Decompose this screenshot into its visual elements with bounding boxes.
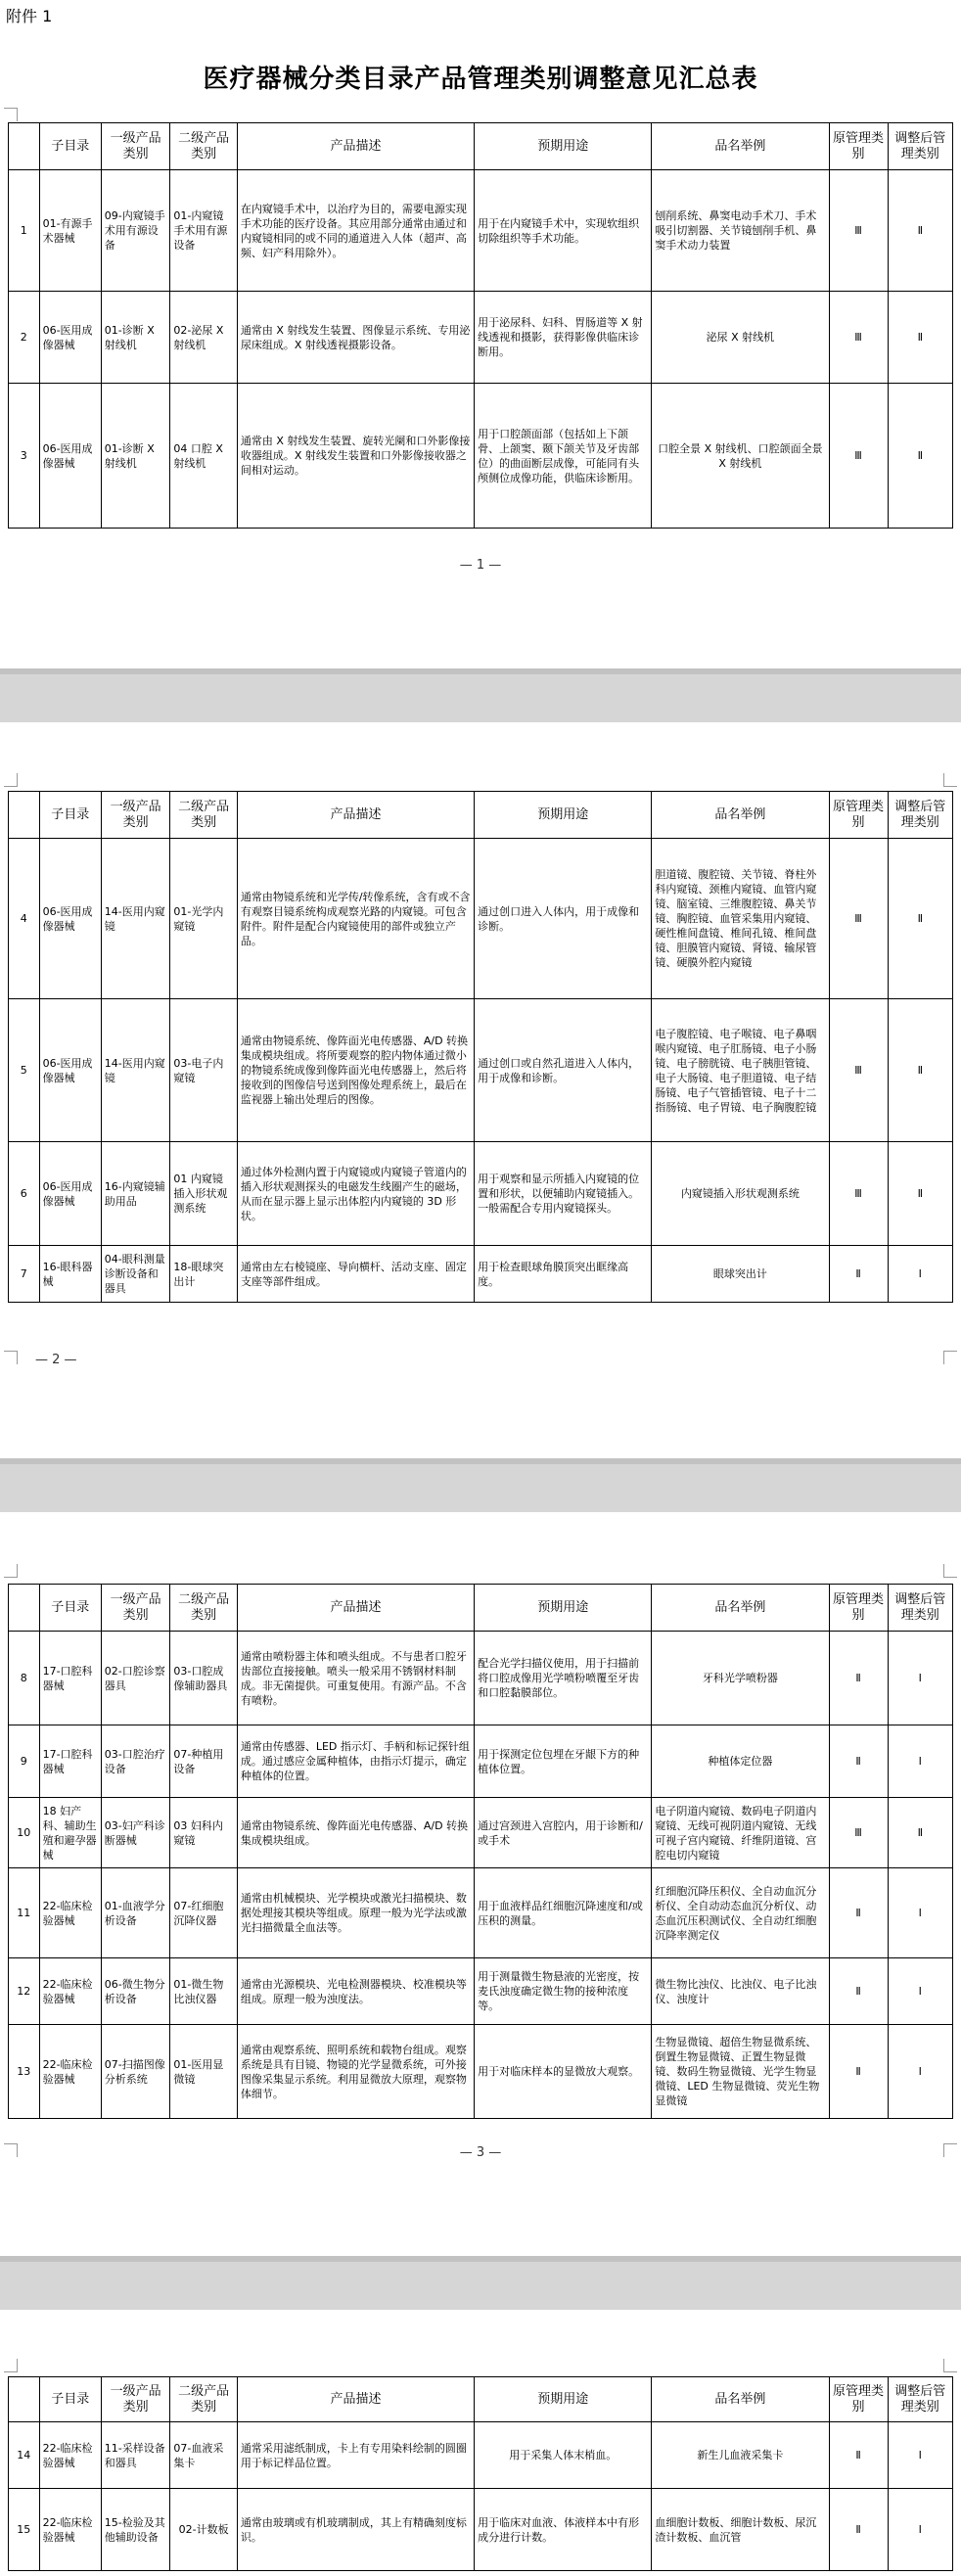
original-class-cell: Ⅲ [829,839,888,999]
intended-use-cell: 通过创口进入人体内，用于成像和诊断。 [475,839,652,999]
table-row [9,2025,953,2119]
table-row [9,1246,953,1303]
original-class-cell: Ⅲ [829,1142,888,1246]
page-separator [0,2256,961,2310]
table-row [9,1142,953,1246]
row-number: 8 [9,1632,40,1725]
header-description: 产品描述 [237,123,474,170]
header-subdirectory: 子目录 [39,2377,101,2422]
header-adjusted-class: 调整后管理类别 [888,1585,952,1632]
original-class-cell: Ⅱ [829,2025,888,2119]
header-examples: 品名举例 [652,123,829,170]
category-2-cell: 07-红细胞沉降仪器 [170,1868,237,1958]
header-category-2: 二级产品类别 [170,2377,237,2422]
intended-use-cell: 用于探测定位包埋在牙龈下方的种植体位置。 [475,1725,652,1798]
header-intended-use: 预期用途 [475,1585,652,1632]
category-1-cell: 07-扫描图像分析系统 [101,2025,170,2119]
attachment-label: 附件 1 [6,7,53,25]
description-cell: 通常由物镜系统、像阵面光电传感器、A/D 转换集成模块组成。 [237,1798,474,1868]
original-class-cell: Ⅱ [829,2489,888,2571]
adjusted-class-cell: Ⅱ [888,1798,952,1868]
header-description: 产品描述 [237,1585,474,1632]
table-header-row [9,123,953,170]
header-examples: 品名举例 [652,792,829,839]
row-number: 2 [9,292,40,384]
description-cell: 通常由观察系统、照明系统和载物台组成。观察系统是具有目镜、物镜的光学显微系统，可外接图像采集显示系统。利用显微放大原理，观察物体细节。 [237,2025,474,2119]
original-class-cell: Ⅱ [829,1632,888,1725]
description-cell: 在内窥镜手术中，以治疗为目的，需要电源实现手术功能的医疗设备。其应用部分通常由通过和内窥镜相同的或不同的通道进入人体（超声、高频、妇产科用除外）。 [237,170,474,292]
category-1-cell: 15-检验及其他辅助设备 [101,2489,170,2571]
category-1-cell: 02-口腔诊察器具 [101,1632,170,1725]
description-cell: 通常由机械模块、光学模块或激光扫描模块、数据处理接其模块等组成。原理一般为光学法或激光扫描微量全血法等。 [237,1868,474,1958]
subdirectory-cell: 22-临床检验器械 [39,1868,101,1958]
original-class-cell: Ⅲ [829,170,888,292]
category-2-cell: 01 内窥镜插入形状观测系统 [170,1142,237,1246]
intended-use-cell: 用于在内窥镜手术中，实现软组织切除组织等手术功能。 [475,170,652,292]
examples-cell: 牙科光学喷粉器 [652,1632,829,1725]
category-1-cell: 03-妇产科诊断器械 [101,1798,170,1868]
adjusted-class-cell: Ⅰ [888,1958,952,2025]
header-category-2: 二级产品类别 [170,792,237,839]
original-class-cell: Ⅲ [829,292,888,384]
original-class-cell: Ⅱ [829,1246,888,1303]
description-cell: 通常由喷粉器主体和喷头组成。不与患者口腔牙齿部位直接接触。喷头一般采用不锈钢材料制成。非无菌提供。可重复使用。有源产品。不含有喷粉。 [237,1632,474,1725]
adjusted-class-cell: Ⅰ [888,2489,952,2571]
examples-cell: 红细胞沉降压积仪、全自动血沉分析仪、全自动动态血沉分析仪、动态血沉压积测试仪、全自动红细胞沉降率测定仪 [652,1868,829,1958]
header-intended-use: 预期用途 [475,2377,652,2422]
subdirectory-cell: 22-临床检验器械 [39,2489,101,2571]
intended-use-cell: 用于口腔颌面部（包括如上下颌骨、上颌窦、颞下颌关节及牙齿部位）的曲面断层成像，可能同有头颅侧位成像功能，供临床诊断用。 [475,384,652,529]
original-class-cell: Ⅱ [829,1725,888,1798]
category-1-cell: 16-内窥镜辅助用品 [101,1142,170,1246]
intended-use-cell: 通过创口或自然孔道进入人体内，用于成像和诊断。 [475,999,652,1142]
header-description: 产品描述 [237,792,474,839]
intended-use-cell: 用于采集人体末梢血。 [475,2422,652,2489]
adjusted-class-cell: Ⅰ [888,1246,952,1303]
subdirectory-cell: 06-医用成像器械 [39,384,101,529]
table-row [9,170,953,292]
page-corner-mark [4,773,18,787]
table-page-3 [8,1584,953,2119]
subdirectory-cell: 06-医用成像器械 [39,999,101,1142]
row-number: 13 [9,2025,40,2119]
original-class-cell: Ⅱ [829,2422,888,2489]
category-2-cell: 07-血液采集卡 [170,2422,237,2489]
header-adjusted-class: 调整后管理类别 [888,2377,952,2422]
row-number: 5 [9,999,40,1142]
examples-cell: 眼球突出计 [652,1246,829,1303]
subdirectory-cell: 22-临床检验器械 [39,2422,101,2489]
table-row [9,839,953,999]
table-header-row [9,1585,953,1632]
subdirectory-cell: 22-临床检验器械 [39,1958,101,2025]
intended-use-cell: 用于对临床样本的显微放大观察。 [475,2025,652,2119]
page-corner-mark [943,1351,957,1364]
page-corner-mark [943,773,957,787]
intended-use-cell: 配合光学扫描仪使用，用于扫描前将口腔成像用光学喷粉喷覆至牙齿和口腔黏膜部位。 [475,1632,652,1725]
intended-use-cell: 用于测量微生物悬液的光密度，按麦氏浊度确定微生物的接种浓度等。 [475,1958,652,2025]
examples-cell: 刨削系统、鼻窦电动手术刀、手术吸引切割器、关节镜刨削手机、鼻窦手术动力装置 [652,170,829,292]
header-subdirectory: 子目录 [39,1585,101,1632]
examples-cell: 泌尿 X 射线机 [652,292,829,384]
header-examples: 品名举例 [652,1585,829,1632]
original-class-cell: Ⅱ [829,1958,888,2025]
page-corner-mark [943,1564,957,1578]
adjusted-class-cell: Ⅰ [888,2025,952,2119]
intended-use-cell: 用于血液样品红细胞沉降速度和/或压积的测量。 [475,1868,652,1958]
header-original-class: 原管理类别 [829,123,888,170]
header-adjusted-class: 调整后管理类别 [888,792,952,839]
description-cell: 通常采用滤纸制成，卡上有专用染料绘制的圆圈用于标记样品位置。 [237,2422,474,2489]
row-number: 6 [9,1142,40,1246]
adjusted-class-cell: Ⅱ [888,1142,952,1246]
category-1-cell: 03-口腔治疗设备 [101,1725,170,1798]
category-2-cell: 07-种植用设备 [170,1725,237,1798]
header-no [9,2377,40,2422]
header-examples: 品名举例 [652,2377,829,2422]
category-1-cell: 09-内窥镜手术用有源设备 [101,170,170,292]
header-no [9,123,40,170]
description-cell: 通常由光源模块、光电检测器模块、校准模块等组成。原理一般为浊度法。 [237,1958,474,2025]
category-2-cell: 03 妇科内窥镜 [170,1798,237,1868]
category-2-cell: 03-电子内窥镜 [170,999,237,1142]
page-corner-mark [4,2359,18,2372]
subdirectory-cell: 22-临床检验器械 [39,2025,101,2119]
table-row [9,1725,953,1798]
subdirectory-cell: 06-医用成像器械 [39,1142,101,1246]
description-cell: 通常由 X 射线发生装置、旋转光阑和口外影像接收器组成。X 射线发生装置和口外影像接收器之间相对运动。 [237,384,474,529]
category-2-cell: 01-内窥镜手术用有源设备 [170,170,237,292]
category-1-cell: 04-眼科测量诊断设备和器具 [101,1246,170,1303]
description-cell: 通常由传感器、LED 指示灯、手柄和标记探针组成。通过感应金属种植体，由指示灯提示，确定种植体的位置。 [237,1725,474,1798]
subdirectory-cell: 17-口腔科器械 [39,1725,101,1798]
intended-use-cell: 用于观察和显示所插入内窥镜的位置和形状，以便辅助内窥镜插入。一般需配合专用内窥镜探头。 [475,1142,652,1246]
category-1-cell: 14-医用内窥镜 [101,839,170,999]
row-number: 15 [9,2489,40,2571]
original-class-cell: Ⅲ [829,384,888,529]
header-intended-use: 预期用途 [475,792,652,839]
examples-cell: 胆道镜、腹腔镜、关节镜、脊柱外科内窥镜、颈椎内窥镜、血管内窥镜、脑室镜、三维腹腔镜、鼻关节镜、胸腔镜、血管采集用内窥镜、硬性椎间盘镜、椎间孔镜、椎间盘镜、胆膜管内窥镜、肾镜、输尿管镜、硬膜外腔内窥镜 [652,839,829,999]
category-1-cell: 01-诊断 X 射线机 [101,292,170,384]
header-original-class: 原管理类别 [829,1585,888,1632]
original-class-cell: Ⅲ [829,1798,888,1868]
page-corner-mark [943,2359,957,2372]
table-row [9,999,953,1142]
header-category-1: 一级产品类别 [101,123,170,170]
examples-cell: 电子阴道内窥镜、数码电子阴道内窥镜、无线可视阴道内窥镜、无线可视子宫内窥镜、纤维阴道镜、宫腔电切内窥镜 [652,1798,829,1868]
category-2-cell: 04 口腔 X 射线机 [170,384,237,529]
adjusted-class-cell: Ⅱ [888,384,952,529]
header-adjusted-class: 调整后管理类别 [888,123,952,170]
subdirectory-cell: 01-有源手术器械 [39,170,101,292]
subdirectory-cell: 16-眼科器械 [39,1246,101,1303]
header-category-2: 二级产品类别 [170,1585,237,1632]
page-separator [0,1458,961,1512]
category-1-cell: 11-采样设备和器具 [101,2422,170,2489]
subdirectory-cell: 17-口腔科器械 [39,1632,101,1725]
examples-cell: 微生物比浊仪、比浊仪、电子比浊仪、浊度计 [652,1958,829,2025]
table-page-2 [8,791,953,1303]
table-row [9,1798,953,1868]
category-2-cell: 02-泌尿 X 射线机 [170,292,237,384]
header-no [9,1585,40,1632]
category-1-cell: 01-血液学分析设备 [101,1868,170,1958]
page-corner-mark [4,1564,18,1578]
description-cell: 通常由玻璃或有机玻璃制成，其上有精确刻度标识。 [237,2489,474,2571]
header-subdirectory: 子目录 [39,123,101,170]
header-category-1: 一级产品类别 [101,1585,170,1632]
category-2-cell: 03-口腔成像辅助器具 [170,1632,237,1725]
examples-cell: 电子腹腔镜、电子喉镜、电子鼻咽喉内窥镜、电子肛肠镜、电子小肠镜、电子膀胱镜、电子胰胆管镜、电子大肠镜、电子胆道镜、电子结肠镜、电子气管插管镜、电子十二指肠镜、电子胃镜、电子胸腹腔镜 [652,999,829,1142]
adjusted-class-cell: Ⅱ [888,170,952,292]
table-page-1 [8,122,953,529]
row-number: 9 [9,1725,40,1798]
table-header-row [9,2377,953,2422]
description-cell: 通常由物镜系统、像阵面光电传感器、A/D 转换集成模块组成。将所要观察的腔内物体通过微小的物镜系统成像到像阵面光电传感器上，然后将接收到的图像信号送到图像处理系统上，最后在监视器上输出处理后的图像。 [237,999,474,1142]
adjusted-class-cell: Ⅱ [888,839,952,999]
adjusted-class-cell: Ⅰ [888,1632,952,1725]
page-number: — 3 — [459,2145,502,2160]
adjusted-class-cell: Ⅰ [888,1868,952,1958]
page-corner-mark [943,2143,957,2157]
examples-cell: 生物显微镜、超倍生物显微系统、倒置生物显微镜、正置生物显微镜、数码生物显微镜、光学生物显微镜、LED 生物显微镜、荧光生物显微镜 [652,2025,829,2119]
examples-cell: 血细胞计数板、细胞计数板、尿沉渣计数板、血沉管 [652,2489,829,2571]
table-row [9,1958,953,2025]
description-cell: 通常由左右棱镜座、导向横杆、活动支座、固定支座等部件组成。 [237,1246,474,1303]
document-title: 医疗器械分类目录产品管理类别调整意见汇总表 [203,65,758,94]
examples-cell: 新生儿血液采集卡 [652,2422,829,2489]
adjusted-class-cell: Ⅰ [888,1725,952,1798]
page-separator [0,668,961,722]
adjusted-class-cell: Ⅰ [888,2422,952,2489]
subdirectory-cell: 06-医用成像器械 [39,292,101,384]
header-category-2: 二级产品类别 [170,123,237,170]
row-number: 11 [9,1868,40,1958]
header-no [9,792,40,839]
table-row [9,1868,953,1958]
table-header-row [9,792,953,839]
table-row [9,384,953,529]
description-cell: 通常由 X 射线发生装置、图像显示系统、专用泌尿床组成。X 射线透视摄影设备。 [237,292,474,384]
row-number: 1 [9,170,40,292]
category-2-cell: 01-光学内窥镜 [170,839,237,999]
description-cell: 通过体外检测内置于内窥镜或内窥镜子管道内的插入形状观测探头的电磁发生线圈产生的磁场，从而在显示器上显示出体腔内内窥镜的 3D 形状。 [237,1142,474,1246]
category-2-cell: 01-微生物比浊仪器 [170,1958,237,2025]
page-number: — 1 — [459,558,502,573]
adjusted-class-cell: Ⅱ [888,999,952,1142]
description-cell: 通常由物镜系统和光学传/转像系统，含有或不含有观察目镜系统构成观察光路的内窥镜。可包含附件。附件是配合内窥镜使用的部件或独立产品。 [237,839,474,999]
row-number: 7 [9,1246,40,1303]
category-2-cell: 01-医用显微镜 [170,2025,237,2119]
category-1-cell: 14-医用内窥镜 [101,999,170,1142]
intended-use-cell: 用于检查眼球角膜顶突出眶缘高度。 [475,1246,652,1303]
row-number: 10 [9,1798,40,1868]
row-number: 14 [9,2422,40,2489]
subdirectory-cell: 06-医用成像器械 [39,839,101,999]
table-row [9,1632,953,1725]
page-number: — 2 — [35,1353,77,1367]
category-1-cell: 01-诊断 X 射线机 [101,384,170,529]
row-number: 4 [9,839,40,999]
row-number: 3 [9,384,40,529]
table-row [9,2489,953,2571]
subdirectory-cell: 18 妇产科、辅助生殖和避孕器械 [39,1798,101,1868]
original-class-cell: Ⅲ [829,999,888,1142]
row-number: 12 [9,1958,40,2025]
header-category-1: 一级产品类别 [101,792,170,839]
category-1-cell: 06-微生物分析设备 [101,1958,170,2025]
header-intended-use: 预期用途 [475,123,652,170]
original-class-cell: Ⅱ [829,1868,888,1958]
page-corner-mark [4,108,18,121]
table-row [9,2422,953,2489]
header-original-class: 原管理类别 [829,2377,888,2422]
intended-use-cell: 通过宫颈进入宫腔内，用于诊断和/或手术 [475,1798,652,1868]
header-description: 产品描述 [237,2377,474,2422]
category-2-cell: 18-眼球突出计 [170,1246,237,1303]
examples-cell: 内窥镜插入形状观测系统 [652,1142,829,1246]
header-original-class: 原管理类别 [829,792,888,839]
examples-cell: 种植体定位器 [652,1725,829,1798]
category-2-cell: 02-计数板 [170,2489,237,2571]
examples-cell: 口腔全景 X 射线机、口腔颌面全景 X 射线机 [652,384,829,529]
table-row [9,292,953,384]
header-category-1: 一级产品类别 [101,2377,170,2422]
intended-use-cell: 用于临床对血液、体液样本中有形成分进行计数。 [475,2489,652,2571]
intended-use-cell: 用于泌尿科、妇科、胃肠道等 X 射线透视和摄影，获得影像供临床诊断用。 [475,292,652,384]
header-subdirectory: 子目录 [39,792,101,839]
adjusted-class-cell: Ⅱ [888,292,952,384]
table-page-4 [8,2376,953,2571]
